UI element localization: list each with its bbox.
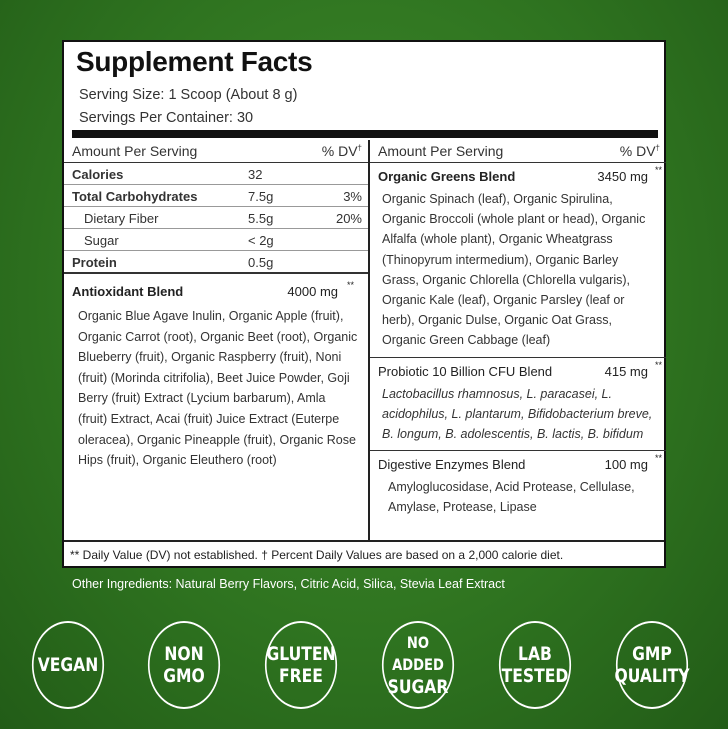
dv-label: % DV† [321,143,362,159]
nutrient-row-sugar: Sugar < 2g [64,229,368,251]
non-gmo-badge: NON GMO [148,621,220,709]
gluten-free-badge: GLUTEN FREE [265,621,337,709]
nutrient-row-total-carbohydrates: Total Carbohydrates 7.5g 3% [64,185,368,207]
gmp-quality-badge: GMP QUALITY [616,621,688,709]
probiotic-blend-title: Probiotic 10 Billion CFU Blend 415 mg ** [378,359,662,379]
serving-size: Serving Size: 1 Scoop (About 8 g) [79,87,298,103]
thick-divider [72,130,658,138]
daily-value-footnote: ** Daily Value (DV) not established. † Percent Daily Values are based on a 2,000 calorie diet. [64,540,664,570]
vegan-badge: VEGAN [32,621,104,709]
left-column [64,140,368,475]
right-column [370,140,666,522]
panel-title: Supplement Facts [76,46,313,77]
amount-per-serving-label: Amount Per Serving [378,143,504,159]
left-amount-header [64,140,368,163]
enzymes-blend-title: Digestive Enzymes Blend 100 mg ** [378,453,662,473]
nutrient-row-calories: Calories 32 [64,163,368,185]
other-ingredients: Other Ingredients: Natural Berry Flavors, Citric Acid, Silica, Stevia Leaf Extract [72,577,505,591]
supplement-facts-panel [62,40,666,568]
servings-per-container: Servings Per Container: 30 [79,110,254,126]
no-added-sugar-badge: NO ADDED SUGAR [382,621,454,709]
probiotic-blend-strains: Lactobacillus rhamnosus, L. paracasei, L. acidophilus, L. plantarum, Bifidobacterium breve, B. longum, B. adolescentis, B. lactis, B. bifidum [370,380,666,452]
greens-blend-ingredients: Organic Spinach (leaf), Organic Spirulina, Organic Broccoli (whole plant or head), Organic Alfalfa (whole plant), Organic Wheatgrass (Thinopyrum intermedium), Organic Barley Grass, Organic Chlorella (Chlorella vulgaris), Organic Kale (leaf), Organic Parsley (leaf or herb), Organic Dulse, Organic Oat Grass, Organic Green Cabbage (leaf) [370,185,666,358]
dv-label: % DV† [619,143,660,159]
nutrient-row-dietary-fiber: Dietary Fiber 5.5g 20% [64,207,368,229]
nutrient-row-protein: Protein 0.5g [64,251,368,274]
right-amount-header [370,140,666,163]
antioxidant-blend-title: Antioxidant Blend 4000 mg ** [72,280,354,299]
lab-tested-badge: LAB TESTED [499,621,571,709]
greens-blend-title: Organic Greens Blend 3450 mg ** [378,165,662,184]
antioxidant-blend-ingredients: Organic Blue Agave Inulin, Organic Apple (fruit), Organic Carrot (root), Organic Beet (root), Organic Blueberry (fruit), Organic Raspberry (fruit), Noni (fruit) (Morinda citrifolia), Beet Juice Powder, Goji Berry (fruit) Extract (Lycium barbarum), Amla (fruit) Extract, Acai (fruit) Juice Extract (Euterpe oleracea), Organic Pineapple (fruit), Organic Rose Hips (fruit), Organic Eleuthero (root) [78,309,358,468]
amount-per-serving-label: Amount Per Serving [72,143,198,159]
enzymes-blend-ingredients: Amyloglucosidase, Acid Protease, Cellulase, Amylase, Protease, Lipase [388,480,635,515]
